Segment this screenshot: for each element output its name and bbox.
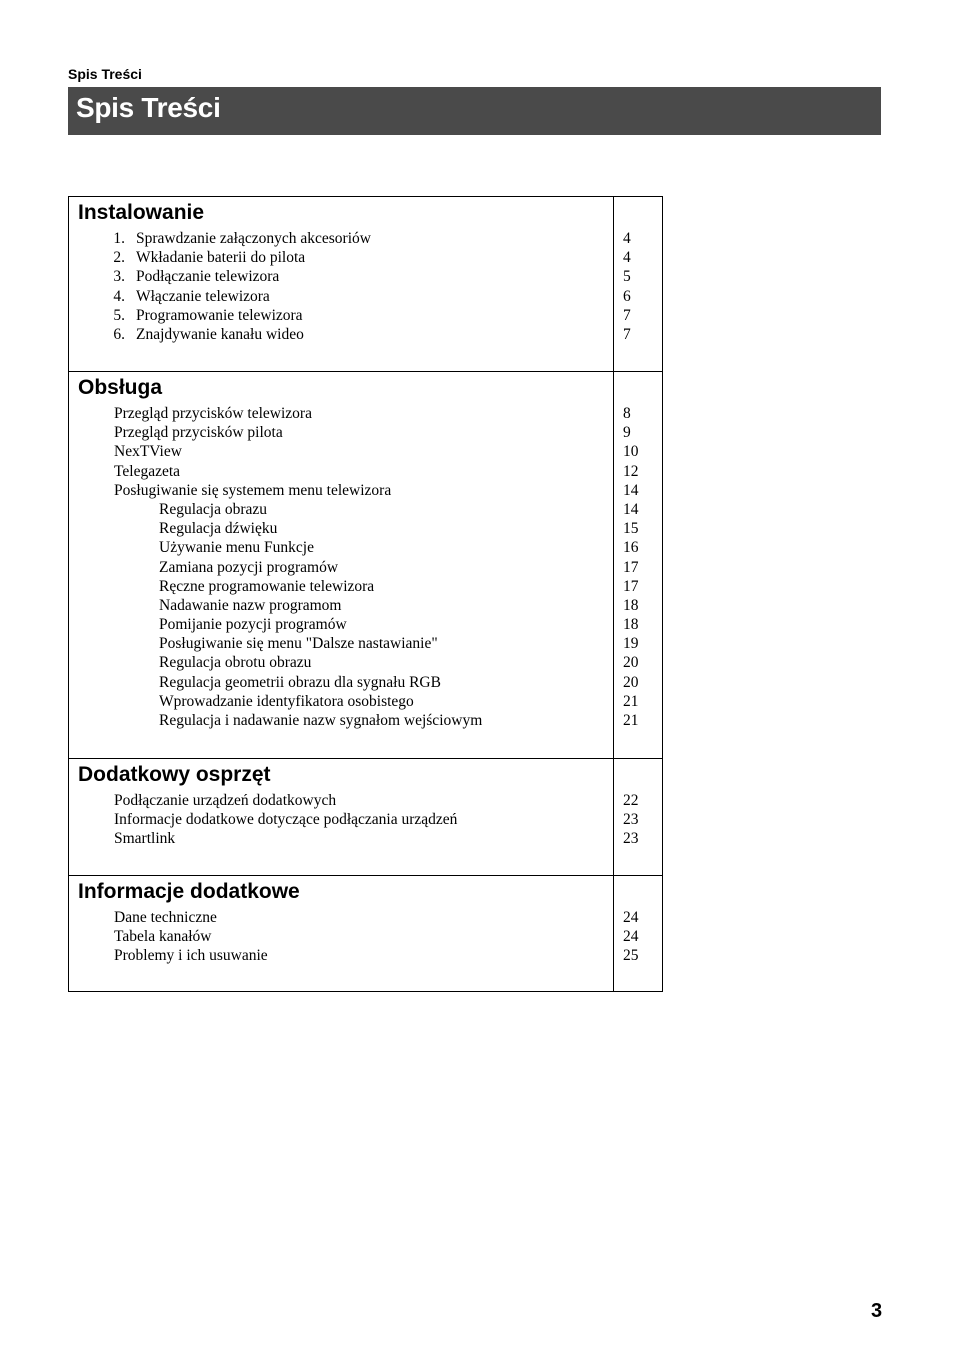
entry-label: Informacje dodatkowe dotyczące podłączania urządzeń <box>114 811 458 829</box>
entry-page: 6 <box>623 287 631 305</box>
table-of-contents <box>68 196 663 992</box>
toc-entry[interactable] <box>69 287 662 306</box>
entry-page: 22 <box>623 792 639 809</box>
toc-entry[interactable] <box>69 908 662 927</box>
toc-entries <box>69 229 662 344</box>
entry-label: Posługiwanie się menu "Dalsze nastawianie" <box>159 635 438 653</box>
toc-section-dodatkowy-osprzet <box>69 758 662 875</box>
entry-page: 14 <box>623 481 639 499</box>
entry-page: 4 <box>623 230 631 247</box>
toc-subentry[interactable] <box>69 634 662 653</box>
entry-label: Nadawanie nazw programom <box>159 596 342 614</box>
toc-entries <box>69 404 662 730</box>
entry-label: Zamiana pozycji programów <box>159 558 339 576</box>
toc-entry[interactable] <box>69 927 662 946</box>
entry-label: Wprowadzanie identyfikatora osobistego <box>159 692 414 710</box>
entry-page: 4 <box>623 249 631 267</box>
toc-entry[interactable] <box>69 306 662 325</box>
entry-page: 9 <box>623 424 631 442</box>
entry-page: 25 <box>623 947 639 965</box>
entry-number: 1. <box>113 230 125 247</box>
entry-page: 15 <box>623 520 639 538</box>
toc-entry[interactable] <box>69 946 662 965</box>
toc-subentry[interactable] <box>69 577 662 596</box>
entry-label: Regulacja dźwięku <box>159 520 278 538</box>
toc-entry[interactable] <box>69 423 662 442</box>
toc-entry[interactable] <box>69 404 662 423</box>
toc-entry[interactable] <box>69 248 662 267</box>
entry-page: 24 <box>623 928 639 946</box>
entry-number: 2. <box>113 249 125 267</box>
entry-page: 12 <box>623 462 639 480</box>
entry-number: 6. <box>113 325 125 343</box>
entry-page: 7 <box>623 325 631 343</box>
toc-section-obsluga <box>69 371 662 758</box>
toc-entries <box>69 908 662 966</box>
toc-subentry[interactable] <box>69 519 662 538</box>
toc-section-informacje-dodatkowe <box>69 875 662 991</box>
entry-label: Włączanie telewizora <box>136 287 270 305</box>
toc-subentry[interactable] <box>69 500 662 519</box>
entry-label: Wkładanie baterii do pilota <box>136 249 306 267</box>
entry-label: Programowanie telewizora <box>136 306 303 324</box>
entry-number: 5. <box>113 306 125 324</box>
entry-label: Regulacja obrazu <box>159 500 268 518</box>
page-number: 3 <box>871 1300 883 1322</box>
entry-label: Smartlink <box>114 830 176 848</box>
toc-entry[interactable] <box>69 267 662 286</box>
entry-label: Regulacja geometrii obrazu dla sygnału RGB <box>159 673 441 691</box>
entry-page: 14 <box>623 500 639 518</box>
toc-subentry[interactable] <box>69 692 662 711</box>
entry-label: Znajdywanie kanału wideo <box>136 325 304 343</box>
toc-subentry[interactable] <box>69 653 662 672</box>
entry-label: Podłączanie urządzeń dodatkowych <box>114 792 337 809</box>
entry-label: Problemy i ich usuwanie <box>114 947 268 965</box>
toc-section-instalowanie <box>69 197 662 371</box>
entry-label: Posługiwanie się systemem menu telewizora <box>114 481 392 499</box>
toc-subentry[interactable] <box>69 711 662 730</box>
toc-subentry[interactable] <box>69 673 662 692</box>
entry-number: 3. <box>113 268 125 286</box>
entry-label: Ręczne programowanie telewizora <box>159 577 375 595</box>
toc-entries <box>69 791 662 849</box>
entry-page: 23 <box>623 811 639 829</box>
entry-label: Podłączanie telewizora <box>136 268 280 286</box>
toc-entry[interactable] <box>69 481 662 500</box>
entry-page: 8 <box>623 405 631 422</box>
entry-label: Tabela kanałów <box>114 928 212 946</box>
entry-label: Przegląd przycisków pilota <box>114 424 283 442</box>
entry-label: Pomijanie pozycji programów <box>159 616 347 634</box>
entry-number: 4. <box>113 287 125 305</box>
entry-page: 19 <box>623 635 639 653</box>
toc-entry[interactable] <box>69 810 662 829</box>
entry-label: Dane techniczne <box>114 909 217 926</box>
title-bar <box>68 87 881 135</box>
entry-label: Sprawdzanie załączonych akcesoriów <box>136 230 371 247</box>
section-title: Instalowanie <box>78 201 205 224</box>
toc-subentry[interactable] <box>69 538 662 557</box>
entry-page: 16 <box>623 539 639 557</box>
toc-subentry[interactable] <box>69 558 662 577</box>
entry-page: 10 <box>623 443 639 461</box>
section-title: Obsługa <box>78 376 163 399</box>
entry-label: Przegląd przycisków telewizora <box>114 405 312 422</box>
entry-label: Regulacja obrotu obrazu <box>159 654 312 672</box>
entry-page: 21 <box>623 712 639 729</box>
toc-entry[interactable] <box>69 462 662 481</box>
toc-subentry[interactable] <box>69 596 662 615</box>
entry-page: 17 <box>623 577 639 595</box>
entry-label: NexTView <box>114 443 182 461</box>
entry-page: 21 <box>623 692 639 710</box>
entry-page: 18 <box>623 616 639 634</box>
toc-entry[interactable] <box>69 442 662 461</box>
toc-entry[interactable] <box>69 325 662 344</box>
page-title: Spis Treści <box>76 92 221 123</box>
section-title: Dodatkowy osprzęt <box>78 763 271 786</box>
toc-entry[interactable] <box>69 829 662 848</box>
toc-subentry[interactable] <box>69 615 662 634</box>
entry-label: Używanie menu Funkcje <box>159 539 314 557</box>
section-title: Informacje dodatkowe <box>78 880 300 903</box>
entry-page: 24 <box>623 909 639 926</box>
running-head: Spis Treści <box>68 66 142 82</box>
entry-page: 20 <box>623 673 639 691</box>
toc-entry[interactable] <box>69 229 662 248</box>
entry-page: 20 <box>623 654 639 672</box>
entry-page: 5 <box>623 268 631 286</box>
entry-label: Regulacja i nadawanie nazw sygnałom wejściowym <box>159 712 483 729</box>
entry-page: 7 <box>623 306 631 324</box>
entry-page: 18 <box>623 596 639 614</box>
entry-page: 23 <box>623 830 639 848</box>
toc-entry[interactable] <box>69 791 662 810</box>
entry-label: Telegazeta <box>114 462 181 480</box>
entry-page: 17 <box>623 558 639 576</box>
